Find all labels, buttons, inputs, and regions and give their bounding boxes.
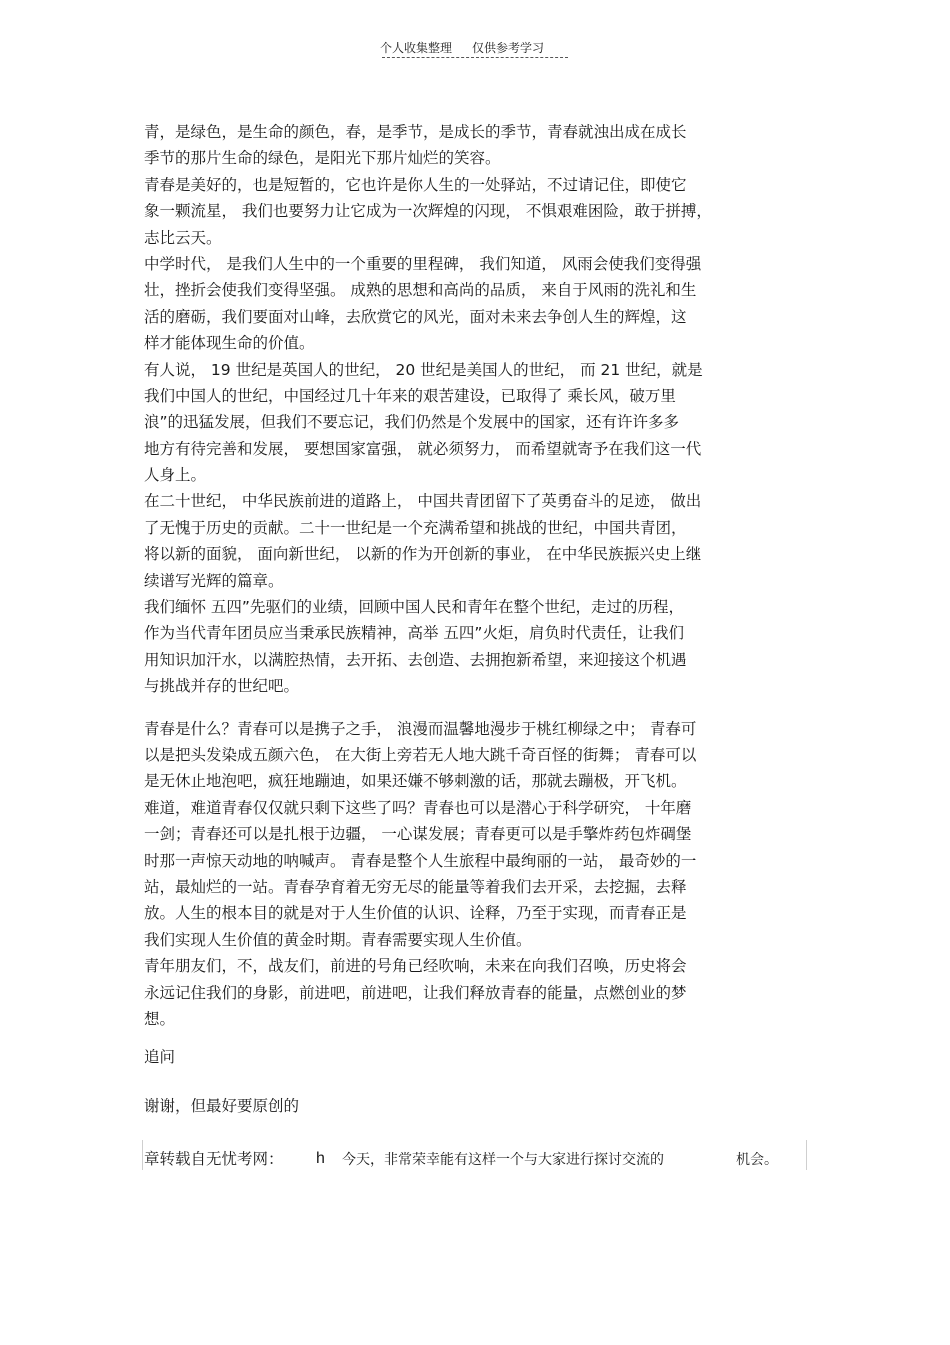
paragraph-line: 地方有待完善和发展， 要想国家富强， 就必须努力， 而希望就寄予在我们这一代 [144,439,702,458]
paragraph-line: 人身上。 [144,466,207,485]
paragraph-line: 浪”的迅猛发展，但我们不要忘记，我们仍然是个发展中的国家，还有许许多多 [144,413,680,432]
source-footer-line [144,1146,806,1172]
paragraph-line: 中学时代， 是我们人生中的一个重要的里程碑， 我们知道， 风雨会使我们变得强 [144,254,702,273]
paragraph-line: 壮，挫折会使我们变得坚强。 成熟的思想和高尚的品质， 来自于风雨的洗礼和生 [144,281,697,300]
paragraph-line: 我们缅怀 五四”先驱们的业绩，回顾中国人民和青年在整个世纪，走过的历程， [144,598,684,617]
paragraph-line: 季节的那片生命的绿色，是阳光下那片灿烂的笑容。 [144,149,501,168]
paragraph-line: 活的磨砺，我们要面对山峰，去欣赏它的风光，面对未来去争创人生的辉煌，这 [144,307,687,326]
paragraph-line: 续谱写光辉的篇章。 [144,571,284,590]
paragraph-line: 志比云天。 [144,228,222,247]
footer-right-rule [806,1140,807,1170]
paragraph-line: 青年朋友们，不，战友们，前进的号角已经吹响，未来在向我们召唤，历史将会 [144,957,687,976]
paragraph-line: 是无休止地泡吧，疯狂地蹦迪，如果还嫌不够刺激的话，那就去蹦极，开飞机。 [144,772,687,791]
footer-tail: 机会。 [736,1152,778,1169]
paragraph-line: 象一颗流星， 我们也要努力让它成为一次辉煌的闪现， 不惧艰难困险，敢于拼搏， [144,202,712,221]
paragraph-line: 我们中国人的世纪，中国经过几十年来的艰苦建设，已取得了 乘长风，破万里 [144,386,676,405]
paragraph-line: 将以新的面貌， 面向新世纪， 以新的作为开创新的事业， 在中华民族振兴史上继 [144,545,702,564]
paragraph-spacer [144,1119,814,1146]
paragraph-line: 了无愧于历史的贡献。二十一世纪是一个充满希望和挑战的世纪，中国共青团， [144,518,687,537]
paragraph-line: 作为当代青年团员应当秉承民族精神，高举 五四”火炬，肩负时代责任，让我们 [144,624,684,643]
document-body [144,119,814,1172]
page-header [380,39,570,57]
footer-sentence: 今天，非常荣幸能有这样一个与大家进行探讨交流的 [342,1152,664,1169]
paragraph-line: 有人说， 19 世纪是英国人的世纪， 20 世纪是美国人的世纪， 而 21 世纪，就是 [144,360,703,379]
essay-paragraph-2 [144,716,814,1033]
paragraph-line: 站，最灿烂的一站。青春孕育着无穷无尽的能量等着我们去开采，去挖掘，去释 [144,877,687,896]
paragraph-line: 我们实现人生价值的黄金时期。青春需要实现人生价值。 [144,930,532,949]
footer-source-text: 章转载自无忧考网： [144,1150,284,1169]
header-left-text: 个人收集整理 [380,41,453,55]
paragraph-line: 青，是绿色，是生命的颜色，春，是季节，是成长的季节，青春就浊出成在成长 [144,123,687,141]
paragraph-line: 想。 [144,1009,176,1028]
header-divider [382,57,568,58]
paragraph-line: 一剑；青春还可以是扎根于边疆， 一心谋发展；青春更可以是手擎炸药包炸碉堡 [144,825,692,844]
footer-left-rule [142,1140,143,1170]
header-right-text: 仅供参考学习 [472,41,545,55]
paragraph-spacer [144,1071,814,1093]
followup-label: 追问 [144,1048,176,1067]
essay-paragraph-1 [144,119,814,700]
paragraph-line: 放。人生的根本目的就是对于人生价值的认识、诠释，乃至于实现，而青春正是 [144,904,687,923]
paragraph-line: 样才能体现生命的价值。 [144,334,315,353]
paragraph-line: 在二十世纪， 中华民族前进的道路上， 中国共青团留下了英勇奋斗的足迹， 做出 [144,492,702,511]
paragraph-line: 与挑战并存的世纪吧。 [144,677,300,696]
paragraph-line: 永远记住我们的身影，前进吧，前进吧，让我们释放青春的能量，点燃创业的梦 [144,983,687,1002]
paragraph-line: 以是把头发染成五颜六色， 在大街上旁若无人地大跳千奇百怪的街舞； 青春可以 [144,745,697,764]
paragraph-spacer [144,700,814,716]
paragraph-line: 青春是什么？青春可以是携子之手， 浪漫而温馨地漫步于桃红柳绿之中； 青春可 [144,719,697,738]
footer-letter: h [316,1150,325,1168]
paragraph-line: 时那一声惊天动地的呐喊声。 青春是整个人生旅程中最绚丽的一站， 最奇妙的一 [144,851,697,870]
followup-text: 谢谢，但最好要原创的 [144,1096,300,1115]
paragraph-line: 青春是美好的，也是短暂的，它也许是你人生的一处驿站，不过请记住，即使它 [144,175,687,194]
paragraph-line: 难道，难道青春仅仅就只剩下这些了吗？青春也可以是潜心于科学研究， 十年磨 [144,798,692,817]
paragraph-spacer [144,1032,814,1044]
paragraph-line: 用知识加汗水，以满腔热情，去开拓、去创造、去拥抱新希望，来迎接这个机遇 [144,650,687,669]
